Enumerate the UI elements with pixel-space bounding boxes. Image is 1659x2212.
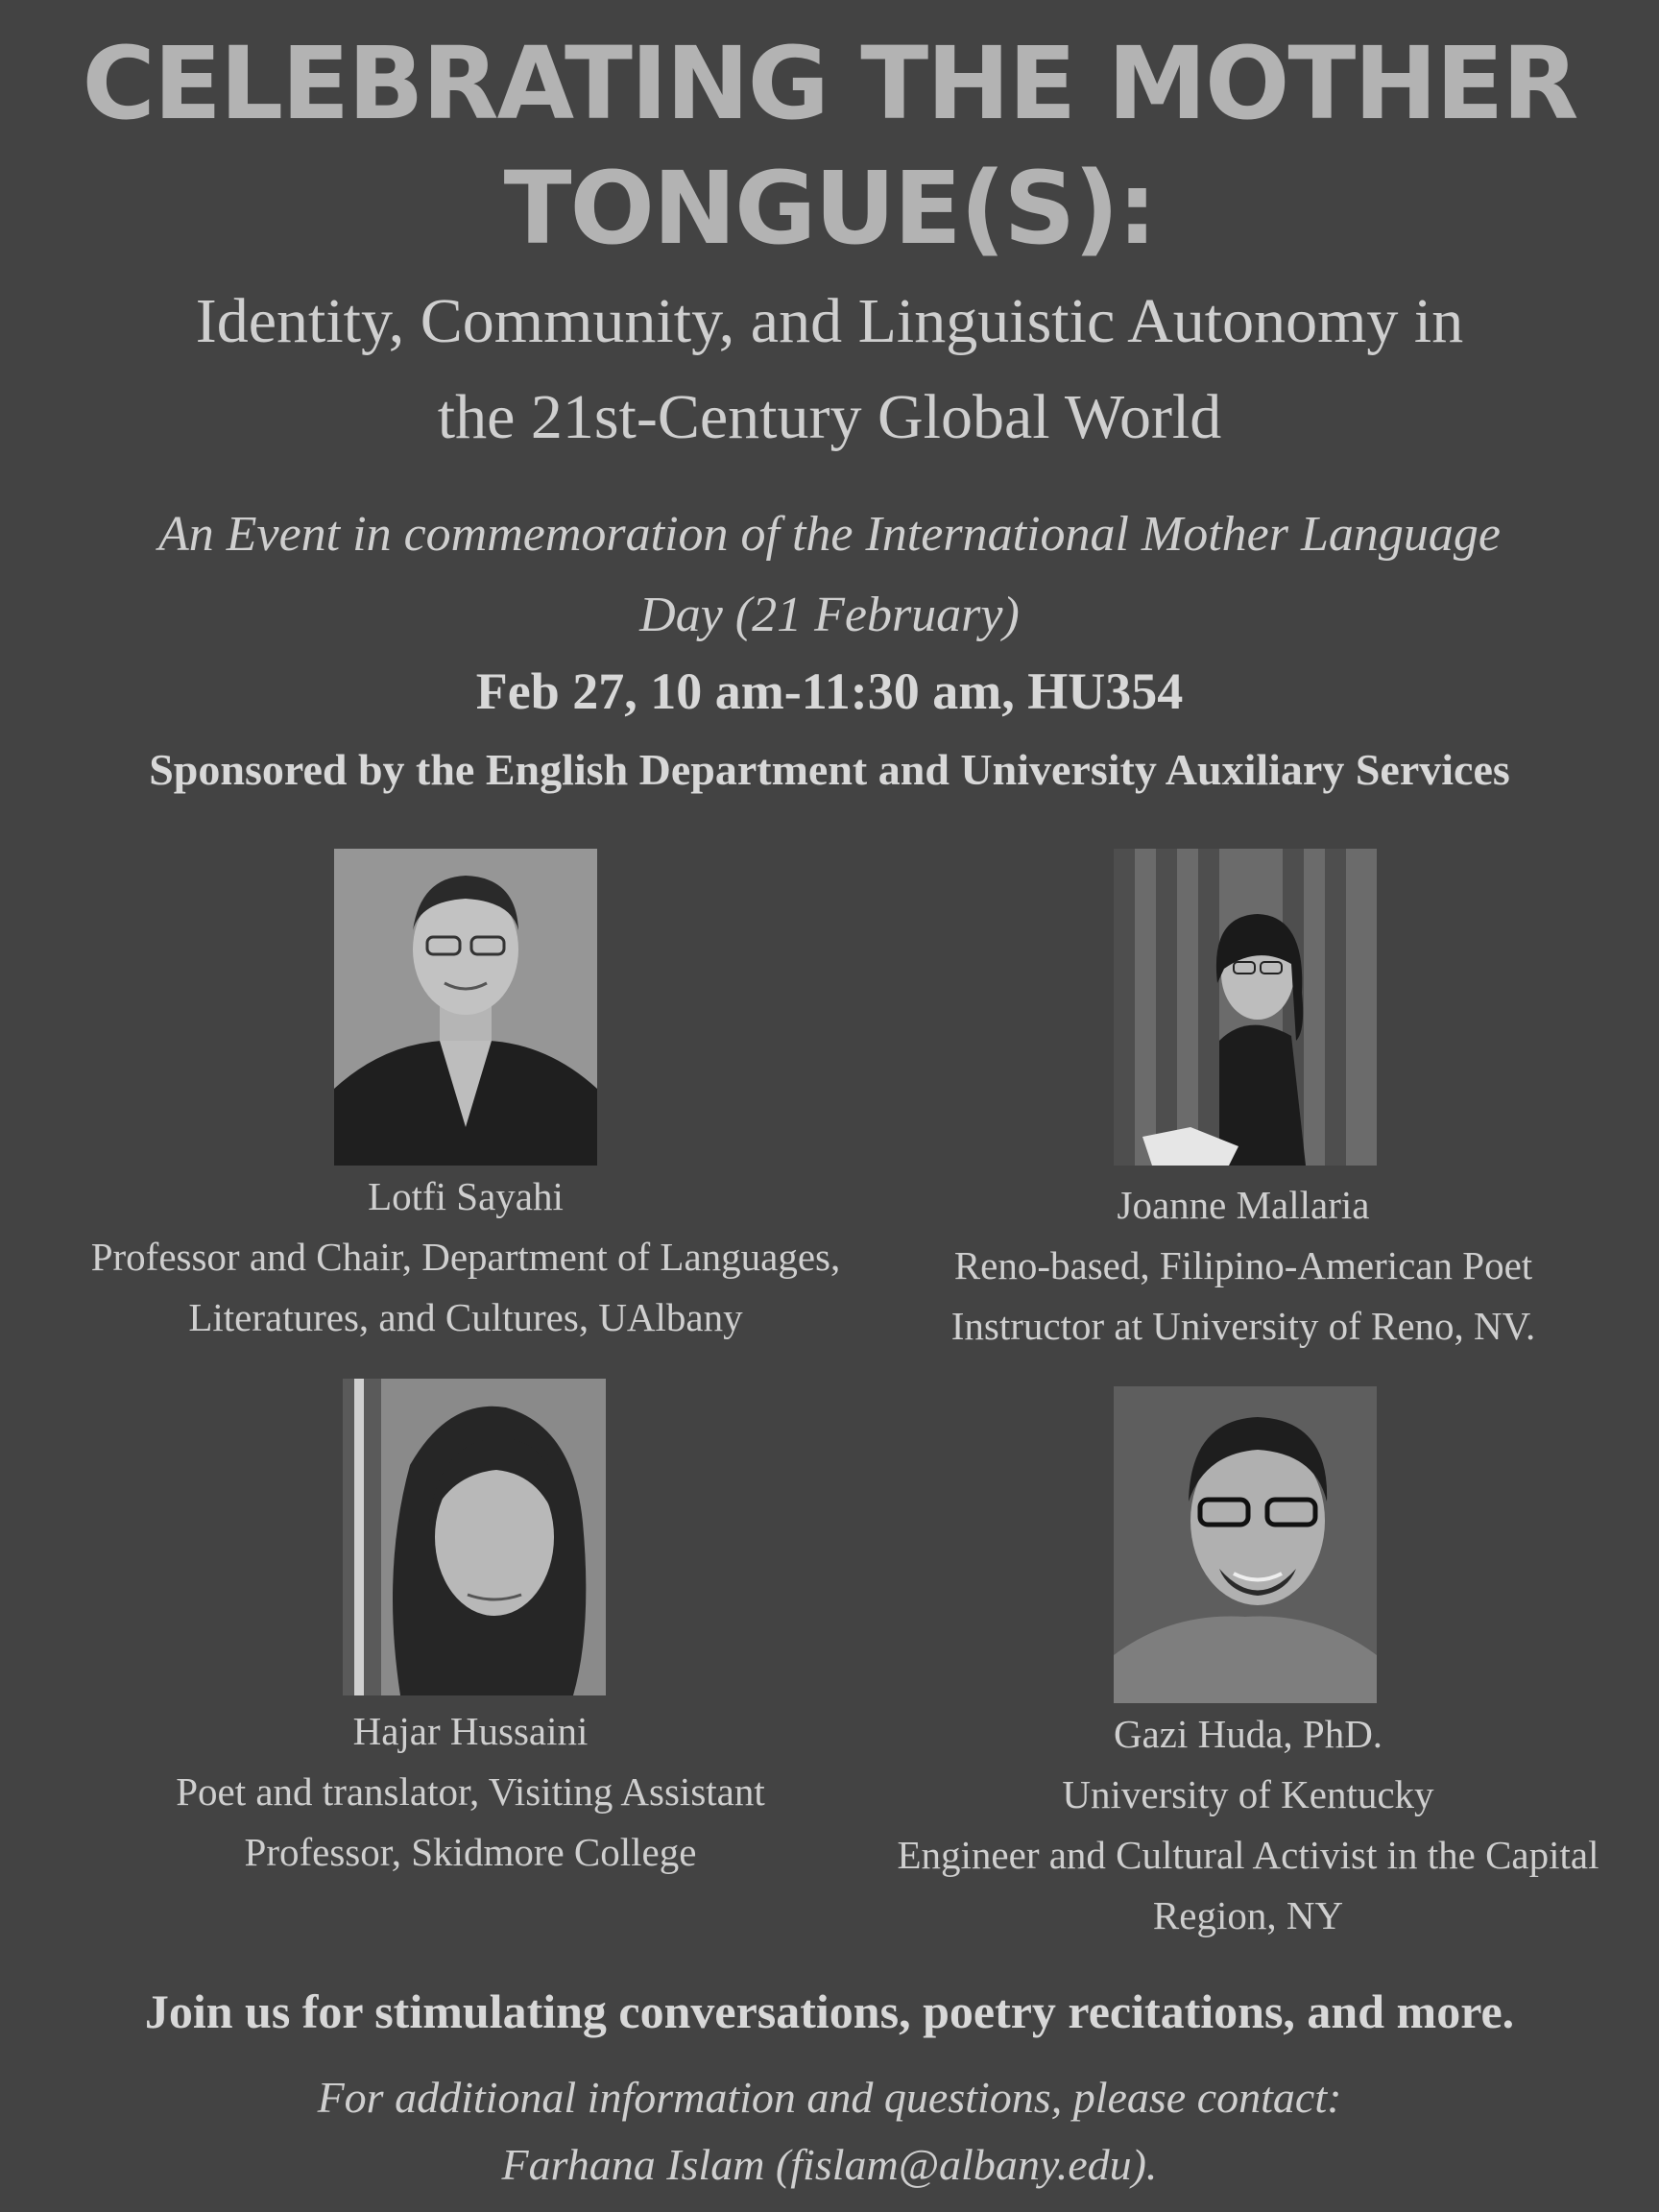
speaker-name: Joanne Mallaria [1117,1183,1370,1227]
speaker-photo-joanne-mallaria [1114,849,1377,1166]
event-description [0,494,1659,656]
speaker-info-hajar-hussaini [96,1701,845,1883]
speaker-info-joanne-mallaria [893,1175,1594,1357]
speaker-role-line: Reno-based, Filipino-American Poet [953,1243,1533,1287]
speaker-name: Gazi Huda, PhD. [1113,1712,1383,1756]
speaker-info-lotfi-sayahi [38,1166,893,1348]
speaker-photo-lotfi-sayahi [334,849,597,1166]
speaker-photo-hajar-hussaini [343,1379,606,1695]
speaker-name: Hajar Hussaini [352,1709,589,1753]
speaker-name: Lotfi Sayahi [368,1174,564,1218]
event-subtitle-line-2: the 21st-Century Global World [437,382,1222,452]
event-subtitle-line-1: Identity, Community, and Linguistic Autonomy in [195,286,1464,356]
speaker-info-gazi-huda [845,1704,1651,1946]
speaker-role-line: University of Kentucky [1062,1772,1434,1816]
event-title-line-1: CELEBRATING THE MOTHER [82,25,1577,142]
speaker-role-line: Professor and Chair, Department of Languages, [90,1235,841,1279]
contact-line-2: Farhana Islam (fislam@albany.edu). [501,2140,1158,2189]
contact-info [0,2064,1659,2199]
speaker-role-line: Instructor at University of Reno, NV. [950,1304,1536,1348]
event-subtitle [0,274,1659,466]
speaker-role-line: Engineer and Cultural Activist in the Capital [897,1833,1599,1877]
event-datetime: Feb 27, 10 am-11:30 am, HU354 [475,662,1184,720]
speaker-photo-gazi-huda [1114,1386,1377,1703]
contact-line-1: For additional information and questions, please contact: [317,2073,1342,2122]
speaker-role-line: Region, NY [1152,1893,1344,1937]
speaker-role-line: Professor, Skidmore College [244,1830,697,1874]
event-title [0,21,1659,271]
event-description-line-2: Day (21 February) [639,588,1020,642]
event-sponsor: Sponsored by the English Department and University Auxiliary Services [149,745,1510,794]
speaker-role-line: Poet and translator, Visiting Assistant [176,1769,765,1814]
speaker-role-line: Literatures, and Cultures, UAlbany [188,1295,743,1339]
join-invitation: Join us for stimulating conversations, poetry recitations, and more. [144,1984,1515,2038]
event-title-line-2: TONGUE(S): [503,150,1156,267]
event-description-line-1: An Event in commemoration of the International Mother Language [157,507,1501,562]
